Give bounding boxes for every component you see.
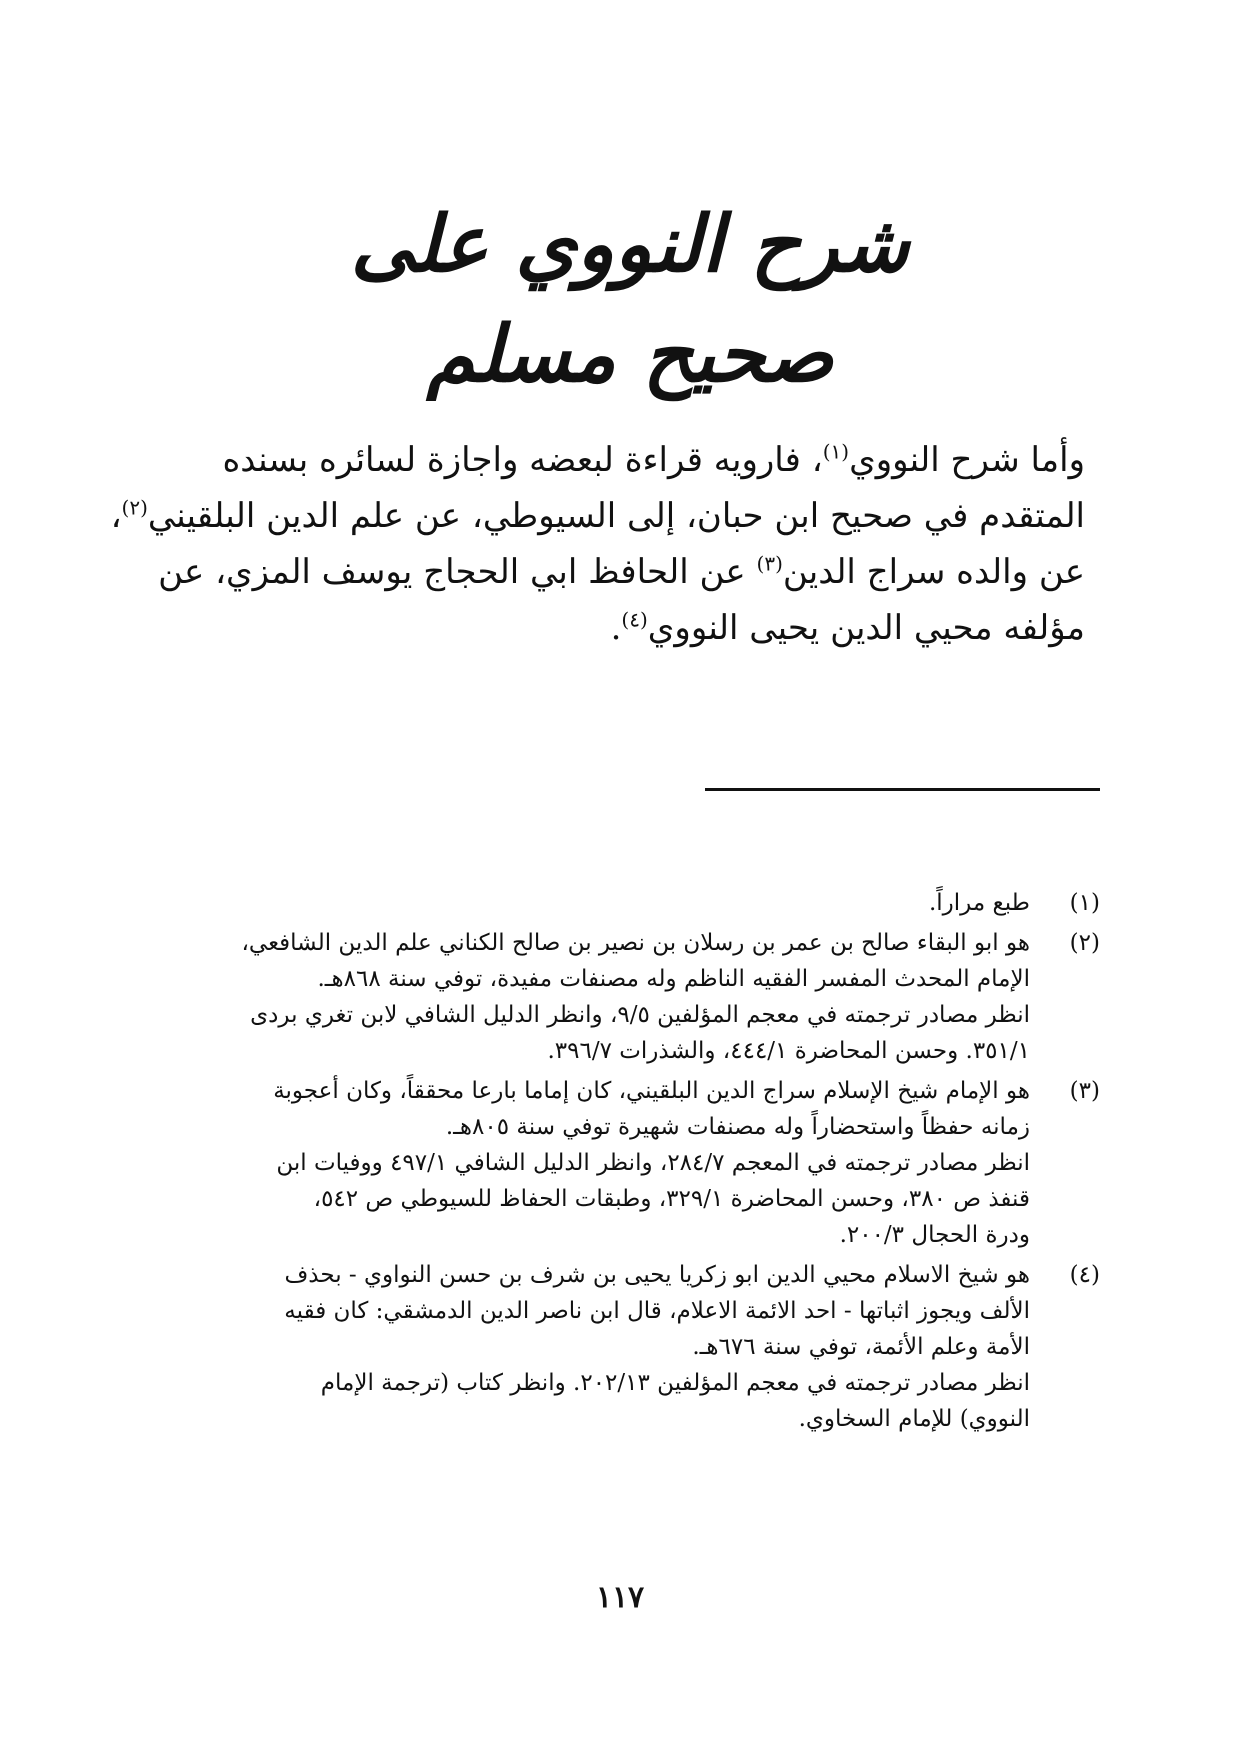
- main-paragraph: [110, 432, 1085, 656]
- footnote-ref-4: (٤): [621, 607, 648, 632]
- footnote-line: ودرة الحجال ٢٠٠/٣.: [839, 1222, 1030, 1248]
- paragraph-line: وأما شرح النووي$^{(١)}$، فارويه قراءة لبعضه واجازة لسائره بسنده: [222, 439, 1085, 480]
- footnote-1: [185, 885, 1100, 921]
- footnote-line: هو ابو البقاء صالح بن عمر بن رسلان بن نصير بن صالح الكناني علم الدين الشافعي،: [241, 930, 1030, 956]
- footnote-line: طبع مراراً.: [928, 890, 1030, 916]
- footnote-text: [185, 1257, 1030, 1437]
- footnote-line: الأمة وعلم الأئمة، توفي سنة ٦٧٦هـ.: [692, 1334, 1030, 1360]
- footnote-line: انظر مصادر ترجمته في معجم المؤلفين ٢٠٢/١٣. وانظر كتاب (ترجمة الإمام: [320, 1370, 1030, 1396]
- footnote-line: النووي) للإمام السخاوي.: [798, 1406, 1030, 1432]
- footnote-ref-1: (١): [822, 439, 850, 464]
- footnote-text: [185, 1073, 1030, 1253]
- footnote-number: (٣): [1069, 1078, 1100, 1104]
- footnote-line: ٣٥١/١. وحسن المحاضرة ٤٤٤/١، والشذرات ٣٩٦/٧.: [547, 1038, 1030, 1064]
- page-title: شرح النووي على صحيح مسلم: [350, 199, 910, 400]
- footnote-line: الإمام المحدث المفسر الفقيه الناظم وله مصنفات مفيدة، توفي سنة ٨٦٨هـ.: [317, 966, 1030, 992]
- footnote-3: [185, 1073, 1100, 1253]
- footnote-number: (٢): [1069, 930, 1100, 956]
- footnote-separator: [705, 788, 1100, 791]
- footnote-line: انظر مصادر ترجمته في المعجم ٢٨٤/٧، وانظر الدليل الشافي ٤٩٧/١ ووفيات ابن: [276, 1150, 1030, 1176]
- footnote-4: [185, 1257, 1100, 1437]
- footnote-number: (٤): [1069, 1262, 1100, 1288]
- footnote-line: انظر مصادر ترجمته في معجم المؤلفين ٩/٥، وانظر الدليل الشافي لابن تغري بردى: [250, 1002, 1030, 1028]
- paragraph-line: المتقدم في صحيح ابن حبان، إلى السيوطي، عن علم الدين البلقيني$^{(٢)}$،: [110, 495, 1085, 536]
- footnote-ref-3: (٣): [756, 551, 783, 576]
- footnote-2: [185, 925, 1100, 1069]
- footnote-line: هو الإمام شيخ الإسلام سراج الدين البلقيني، كان إماما بارعا محققاً، وكان أعجوبة: [273, 1078, 1030, 1104]
- footnote-text: [185, 885, 1030, 921]
- footnote-ref-2: (٢): [121, 495, 148, 520]
- footnote-line: هو شيخ الاسلام محيي الدين ابو زكريا يحيى بن شرف بن حسن النواوي - بحذف: [284, 1262, 1030, 1288]
- paragraph-line: مؤلفه محيي الدين يحيى النووي$^{(٤)}$.: [610, 607, 1085, 648]
- footnote-line: قنفذ ص ٣٨٠، وحسن المحاضرة ٣٢٩/١، وطبقات الحفاظ للسيوطي ص ٥٤٢،: [313, 1186, 1030, 1212]
- footnote-line: زمانه حفظاً واستحضاراً وله مصنفات شهيرة توفي سنة ٨٠٥هـ.: [445, 1114, 1030, 1140]
- footnotes-section: [185, 885, 1100, 1441]
- page-number: ١١٧: [595, 1580, 645, 1615]
- footnote-number: (١): [1069, 890, 1100, 916]
- paragraph-line: عن والده سراج الدين$^{(٣)}$ عن الحافظ ابي الحجاج يوسف المزي، عن: [158, 551, 1085, 592]
- footnote-line: الألف ويجوز اثباتها - احد الائمة الاعلام، قال ابن ناصر الدين الدمشقي: كان فقيه: [284, 1298, 1030, 1324]
- footnote-text: [185, 925, 1030, 1069]
